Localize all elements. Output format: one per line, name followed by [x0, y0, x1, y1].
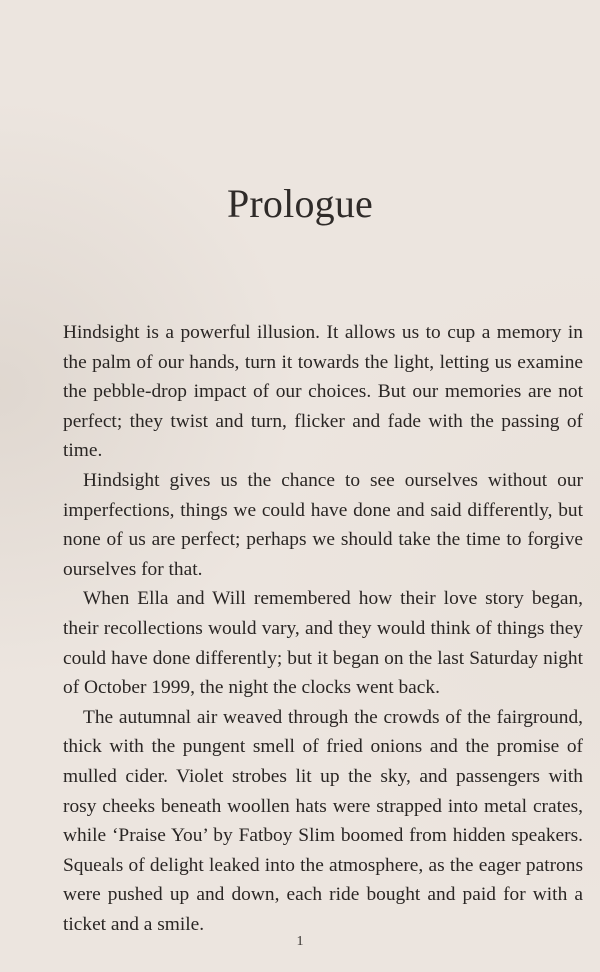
- paragraph: When Ella and Will remembered how their love story began, their recollections would vary, and they would think of things they could have done differently; but it began on the last Saturday night of October 1999, the night the clocks went back.: [63, 588, 583, 699]
- chapter-title: Prologue: [226, 181, 374, 226]
- paragraph: Hindsight gives us the chance to see ourselves without our imperfections, things we could have done and said differently, but none of us are perfect; perhaps we should take the time to forgive ourselves for that.: [63, 469, 583, 580]
- page-number: 1: [296, 934, 304, 949]
- prologue-text: [63, 318, 583, 939]
- paragraph: Hindsight is a powerful illusion. It allows us to cup a memory in the palm of our hands, turn it towards the light, letting us examine the pebble-drop impact of our choices. But our memories are not perfect; they twist and turn, flicker and fade with the passing of time.: [63, 322, 583, 462]
- paragraph: The autumnal air weaved through the crowds of the fairground, thick with the pungent smell of fried onions and the promise of mulled cider. Violet strobes lit up the sky, and passengers with rosy cheeks beneath woollen hats were strapped into metal crates, while ‘Praise You’ by Fatboy Slim boomed from hidden speakers. Squeals of delight leaked into the atmosphere, as the eager patrons were pushed up and down, each ride bought and paid for with a ticket and a smile.: [63, 706, 583, 935]
